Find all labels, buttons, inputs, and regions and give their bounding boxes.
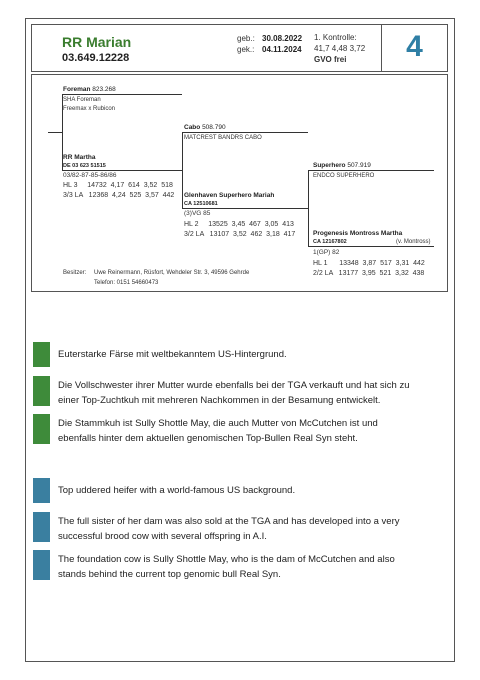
text-de-3-content: Die Stammkuh ist Sully Shottle May, die auch Mutter von McCutchen ist und ebenfalls hinter dem aktuellen genomischen Top-Bullen Real Syn steht. xyxy=(58,418,378,444)
sire-full-name: SHA Foreman xyxy=(63,97,101,103)
mgs-name: Cabo 508.790 xyxy=(184,124,226,131)
control-label: 1. Kontrolle: xyxy=(314,33,357,42)
mggd-classification: 1(GP) 82 xyxy=(313,249,340,256)
text-en-2-content: The full sister of her dam was also sold at the TGA and has developed into a very successful brood cow with several offspring in A.I. xyxy=(58,516,400,542)
dam-performance-2: 3/3 LA 12368 4,24 525 3,57 442 xyxy=(63,192,175,199)
sire-parents: Freemax x Rubicon xyxy=(63,106,116,112)
owner-phone: Telefon: 0151 54660473 xyxy=(94,280,159,286)
mggs-name: Superhero 507.919 xyxy=(313,162,371,169)
born-label: geb.: xyxy=(237,34,255,43)
blue-marker xyxy=(33,550,50,580)
mgd-performance-1: HL 2 13525 3,45 467 3,05 413 xyxy=(184,221,294,228)
pedigree-line xyxy=(308,170,434,171)
pedigree-box xyxy=(31,74,448,292)
calved-date: 04.11.2024 xyxy=(262,45,302,54)
sire-name: Foreman 823.268 xyxy=(63,86,116,93)
gvo-status: GVO frei xyxy=(314,55,347,64)
text-en-1-content: Top uddered heifer with a world-famous US background. xyxy=(58,485,296,496)
pedigree-line xyxy=(308,170,309,246)
mgs-full-name: MATCREST BANDRS CABO xyxy=(184,135,262,141)
lot-number-box xyxy=(381,24,447,72)
mggd-sire-note: (v. Montross) xyxy=(396,239,431,245)
dam-name: RR Martha xyxy=(63,154,96,161)
animal-registration: 03.649.12228 xyxy=(62,52,130,64)
pedigree-line xyxy=(182,132,183,208)
mgd-classification: (3)VG 85 xyxy=(184,210,211,217)
green-marker xyxy=(33,414,50,444)
mggd-performance-1: HL 1 13348 3,87 517 3,31 442 xyxy=(313,260,425,267)
born-date: 30.08.2022 xyxy=(262,34,303,43)
mggd-performance-2: 2/2 LA 13177 3,95 521 3,32 438 xyxy=(313,270,425,277)
mgd-registration: CA 12510681 xyxy=(184,201,218,207)
blue-marker xyxy=(33,512,50,542)
mggs-full-name: ENDCO SUPERHERO xyxy=(313,173,375,179)
pedigree-line xyxy=(62,94,182,95)
green-marker xyxy=(33,376,50,406)
pedigree-line xyxy=(308,246,434,247)
text-de-1-content: Euterstarke Färse mit weltbekanntem US-Hintergrund. xyxy=(58,349,287,360)
text-en-3-content: The foundation cow is Sully Shottle May, who is the dam of McCutchen and also stands behind the current top genomic bull Real Syn. xyxy=(58,554,395,580)
calved-label: gek.: xyxy=(237,45,255,54)
blue-marker xyxy=(33,478,50,503)
pedigree-line xyxy=(182,208,308,209)
mggd-registration: CA 12167802 xyxy=(313,239,347,245)
text-de-2-content: Die Vollschwester ihrer Mutter wurde ebenfalls bei der TGA verkauft und hat sich zu einer Top-Zuchtkuh mit mehreren Nachkommen in der Besamung entwickelt. xyxy=(58,380,410,406)
mgd-performance-2: 3/2 LA 13107 3,52 462 3,18 417 xyxy=(184,231,296,238)
animal-header xyxy=(31,24,448,72)
dam-classification: 03/82-87-85-86/86 xyxy=(63,172,117,179)
mgd-name: Glenhaven Superhero Mariah xyxy=(184,192,275,199)
green-marker xyxy=(33,342,50,367)
owner-label: Besitzer: xyxy=(63,270,87,276)
owner-address: Uwe Reinermann, Rüsfort, Wehdeler Str. 3, 49596 Gehrde xyxy=(94,270,250,276)
pedigree-line xyxy=(48,132,62,133)
dam-performance-1: HL 3 14732 4,17 614 3,52 518 xyxy=(63,182,173,189)
dam-registration: DE 03 623 51515 xyxy=(63,163,106,169)
animal-name: RR Marian xyxy=(62,34,132,50)
first-control xyxy=(314,32,365,65)
pedigree-line xyxy=(182,132,308,133)
pedigree-line xyxy=(62,170,182,171)
lot-number: 4 xyxy=(406,30,423,63)
mggd-name: Progenesis Montross Martha xyxy=(313,230,403,237)
control-values: 41,7 4,48 3,72 xyxy=(314,44,366,53)
